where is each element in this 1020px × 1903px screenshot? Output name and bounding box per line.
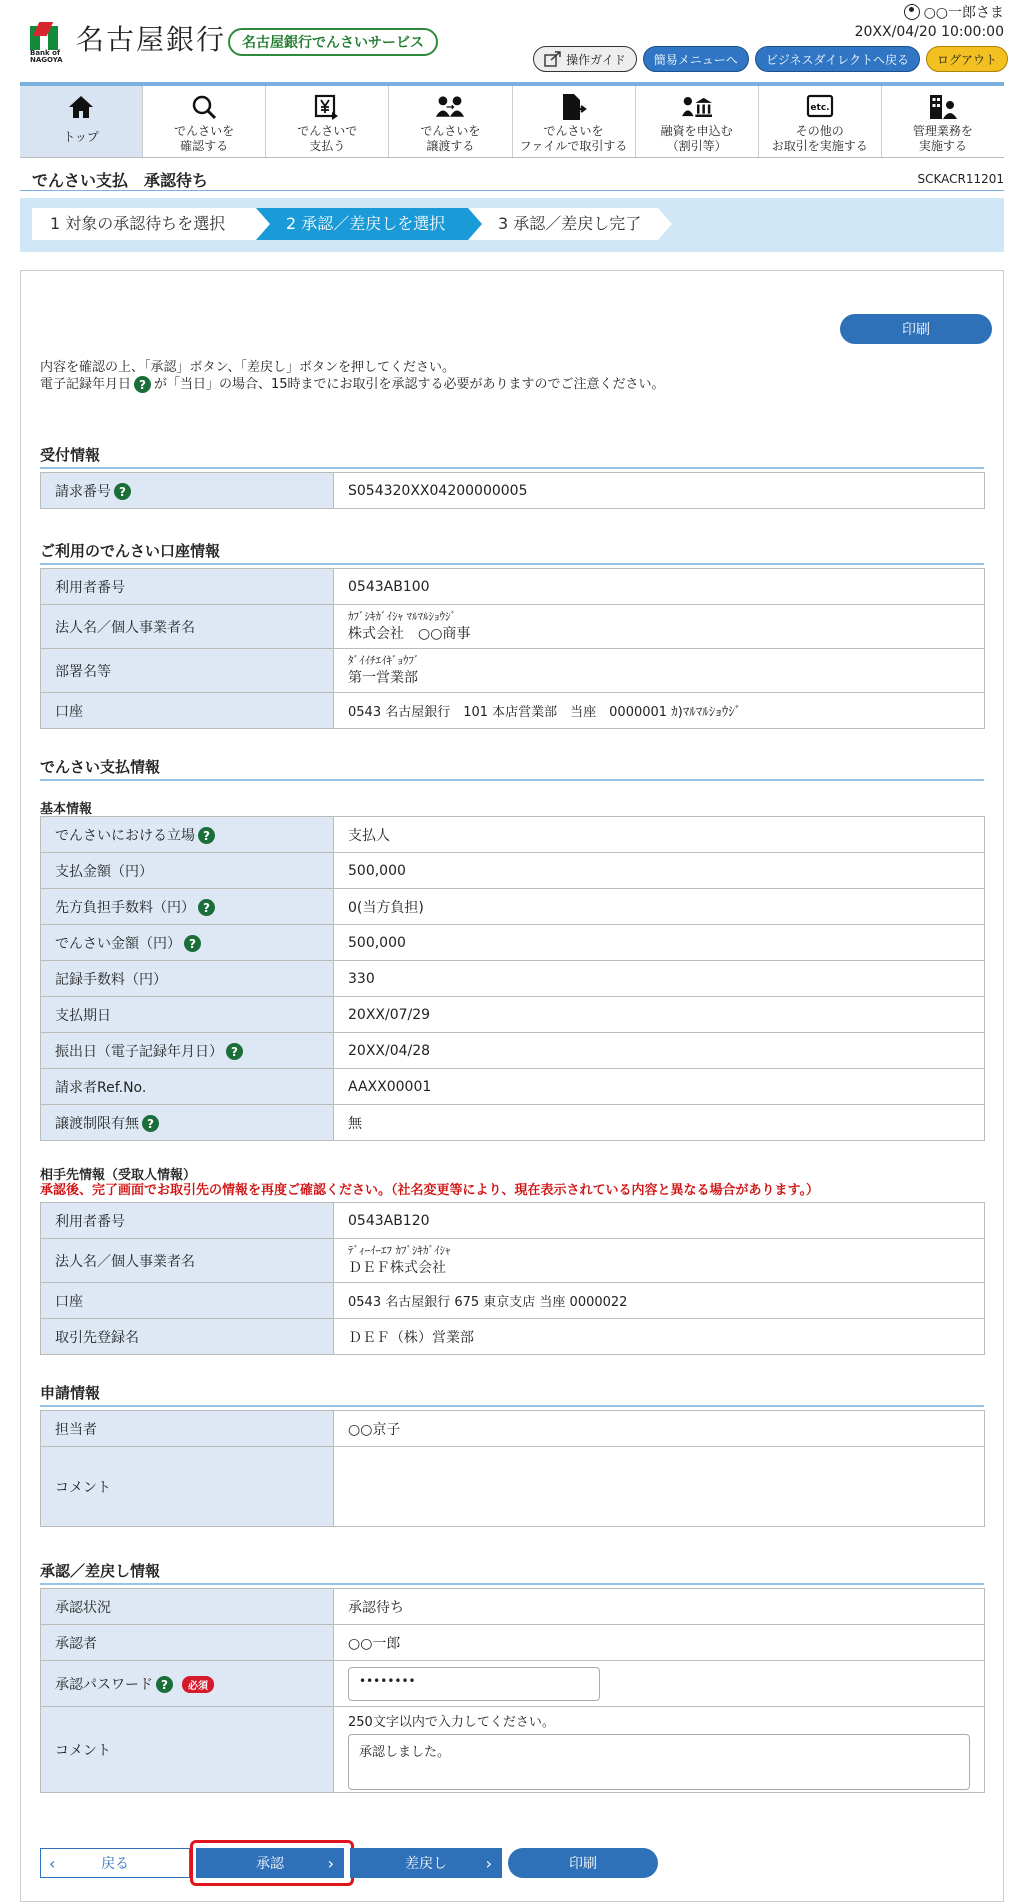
help-icon[interactable]: ? — [226, 1043, 243, 1060]
nav-label: でんさいを — [174, 124, 235, 138]
field-label: でんさいにおける立場 ? — [41, 817, 334, 853]
section-application: 申請情報 — [40, 1382, 984, 1407]
field-label: 承認者 — [41, 1625, 334, 1661]
table-row — [41, 1319, 985, 1355]
step-3-arrow — [658, 208, 672, 240]
business-direct-button[interactable]: ビジネスダイレクトへ戻る — [755, 46, 920, 72]
header-buttons — [533, 46, 1008, 72]
department — [334, 649, 985, 693]
nav-label: 実施する — [918, 139, 967, 153]
field-label: 取引先登録名 — [41, 1319, 334, 1355]
field-label: 承認状況 — [41, 1589, 334, 1625]
global-nav — [20, 82, 1004, 158]
external-link-icon — [544, 51, 562, 67]
table-row — [41, 1411, 985, 1447]
approver: ○○一郎 — [334, 1625, 985, 1661]
approve-button-label: 承認 — [256, 1856, 284, 1872]
login-datetime: 20XX/04/20 10:00:00 — [854, 24, 1004, 40]
chevron-right-icon: › — [327, 1853, 334, 1873]
field-label: 担当者 — [41, 1411, 334, 1447]
field-value: 330 — [334, 961, 985, 997]
field-value: 支払人 — [334, 817, 985, 853]
company-kana: ｶﾌﾞｼｷｶﾞｲｼｬ ﾏﾙﾏﾙｼｮｳｼﾞ — [348, 610, 456, 623]
company-kanji: 株式会社 ○○商事 — [348, 626, 471, 642]
nav-label: 支払う — [309, 139, 346, 153]
instruction-label: 電子記録年月日 — [40, 377, 132, 392]
field-value: AAXX00001 — [334, 1069, 985, 1105]
field-label: 口座 — [41, 1283, 334, 1319]
company-name — [334, 605, 985, 649]
table-row — [41, 1203, 985, 1239]
user-icon — [904, 4, 920, 20]
logout-button[interactable]: ログアウト — [926, 46, 1008, 72]
file-icon — [559, 92, 589, 122]
table-row — [41, 649, 985, 693]
step-1: 1 対象の承認待ちを選択 — [32, 208, 270, 240]
approval-status: 承認待ち — [334, 1589, 985, 1625]
field-label: 利用者番号 — [41, 569, 334, 605]
table-row — [41, 693, 985, 729]
approval-table — [40, 1588, 985, 1793]
payment-table — [40, 816, 985, 1141]
field-label: 利用者番号 — [41, 1203, 334, 1239]
user-name: ○○一郎さま — [923, 5, 1004, 21]
partner-company-kana: ﾃﾞｨｰｲｰｴﾌ ｶﾌﾞｼｷｶﾞｲｼｬ — [348, 1244, 451, 1257]
section-reception: 受付情報 — [40, 444, 984, 469]
account-table — [40, 568, 985, 729]
nav-label: 融資を申込む — [660, 124, 733, 138]
partner-warning: 承認後、完了画面でお取引先の情報を再度ご確認ください。（社名変更等により、現在表示されている内容と異なる場合があります。） — [40, 1183, 819, 1198]
field-label: コメント — [41, 1447, 334, 1527]
title-divider — [20, 190, 1004, 191]
field-label: 支払期日 — [41, 997, 334, 1033]
nav-label: トップ — [63, 130, 99, 144]
approve-highlight — [190, 1840, 354, 1886]
nav-file[interactable] — [513, 86, 636, 157]
chevron-right-icon: › — [485, 1853, 492, 1873]
table-row — [41, 1033, 985, 1069]
table-row — [41, 1707, 985, 1793]
approval-password-input[interactable]: •••••••• — [348, 1667, 600, 1701]
field-label: 振出日（電子記録年月日） ? — [41, 1033, 334, 1069]
password-cell — [334, 1661, 985, 1707]
table-row — [41, 1447, 985, 1527]
account-info: 0543 名古屋銀行 101 本店営業部 当座 0000001 ｶ)ﾏﾙﾏﾙｼｮｳｼﾞ — [334, 693, 985, 729]
user-area — [855, 2, 1004, 40]
field-label: でんさい金額（円） ? — [41, 925, 334, 961]
help-icon[interactable]: ? — [134, 376, 151, 393]
table-row — [41, 817, 985, 853]
search-icon — [189, 92, 219, 122]
help-icon[interactable]: ? — [156, 1676, 173, 1693]
partner-account: 0543 名古屋銀行 675 東京支店 当座 0000022 — [334, 1283, 985, 1319]
home-icon — [66, 92, 96, 122]
table-row — [41, 925, 985, 961]
nav-label: 譲渡する — [426, 139, 475, 153]
bank-subname: Bank of NAGOYA — [30, 49, 63, 64]
step-2-arrow — [468, 208, 482, 240]
request-number: S054320XX04200000005 — [334, 473, 985, 509]
page-title: でんさい支払 承認待ち — [32, 171, 209, 190]
simple-menu-button[interactable]: 簡易メニューへ — [643, 46, 749, 72]
field-value: 無 — [334, 1105, 985, 1141]
screen-id: SCKACR11201 — [917, 172, 1004, 186]
comment-cell — [334, 1707, 985, 1793]
department-kanji: 第一営業部 — [348, 670, 418, 686]
step-indicator — [20, 198, 1004, 252]
nav-other[interactable] — [759, 86, 882, 157]
reception-table — [40, 472, 985, 509]
department-kana: ﾀﾞｲｲﾁｴｲｷﾞｮｳﾌﾞ — [348, 654, 420, 667]
chevron-left-icon: ‹ — [49, 1853, 56, 1873]
instruction-note: が「当日」の場合、15時までにお取引を承認する必要がありますのでご注意ください。 — [154, 377, 665, 392]
table-row — [41, 473, 985, 509]
table-row — [41, 997, 985, 1033]
comment-hint: 250文字以内で入力してください。 — [348, 1715, 555, 1730]
partner-user-number: 0543AB120 — [334, 1203, 985, 1239]
field-label: 承認パスワード ? 必須 — [41, 1661, 334, 1707]
print-button-top[interactable]: 印刷 — [840, 314, 992, 344]
field-label: 部署名等 — [41, 649, 334, 693]
section-approval: 承認／差戻し情報 — [40, 1560, 984, 1585]
required-badge: 必須 — [182, 1676, 214, 1693]
etc-icon — [805, 92, 835, 122]
nav-top[interactable] — [20, 86, 143, 157]
field-value: 20XX/07/29 — [334, 997, 985, 1033]
basic-info-title: 基本情報 — [40, 802, 93, 817]
svg-text:etc.: etc. — [810, 103, 830, 113]
help-icon[interactable]: ? — [184, 935, 201, 952]
instruction-text — [40, 360, 665, 393]
table-row — [41, 1589, 985, 1625]
field-value: 500,000 — [334, 853, 985, 889]
nav-label: でんさいを — [543, 124, 604, 138]
nav-pay[interactable] — [266, 86, 389, 157]
nav-label: 確認する — [180, 139, 229, 153]
people-icon — [435, 92, 465, 122]
nav-loan[interactable] — [636, 86, 759, 157]
field-label: コメント — [41, 1707, 334, 1793]
nav-label: でんさいを — [420, 124, 481, 138]
nav-label: （割引等） — [666, 139, 727, 153]
table-row — [41, 853, 985, 889]
nav-label: その他の — [795, 124, 844, 138]
section-payment: でんさい支払情報 — [40, 756, 984, 781]
instruction-line-2 — [40, 376, 665, 393]
field-value: 0(当方負担) — [334, 889, 985, 925]
table-row — [41, 889, 985, 925]
table-row — [41, 1069, 985, 1105]
field-label: 請求者Ref.No. — [41, 1069, 334, 1105]
nav-admin[interactable] — [882, 86, 1004, 157]
field-value: 20XX/04/28 — [334, 1033, 985, 1069]
field-label: 先方負担手数料（円） ? — [41, 889, 334, 925]
section-account: ご利用のでんさい口座情報 — [40, 540, 984, 565]
application-table — [40, 1410, 985, 1527]
field-label: 法人名／個人事業者名 — [41, 605, 334, 649]
admin-icon — [928, 92, 958, 122]
reject-button[interactable] — [350, 1848, 502, 1878]
table-row — [41, 569, 985, 605]
print-button-bottom[interactable]: 印刷 — [508, 1848, 658, 1878]
instruction-line-1: 内容を確認の上、「承認」ボタン、「差戻し」ボタンを押してください。 — [40, 360, 455, 375]
header — [0, 0, 1020, 82]
table-row — [41, 961, 985, 997]
partner-company-kanji: ＤＥＦ株式会社 — [348, 1260, 446, 1276]
partner-registered-name: ＤＥＦ（株）営業部 — [334, 1319, 985, 1355]
field-label: 法人名／個人事業者名 — [41, 1239, 334, 1283]
help-icon[interactable]: ? — [198, 827, 215, 844]
partner-company-name — [334, 1239, 985, 1283]
yen-icon — [312, 92, 342, 122]
help-icon[interactable]: ? — [142, 1115, 159, 1132]
table-row — [41, 1105, 985, 1141]
table-row — [41, 1283, 985, 1319]
nav-confirm[interactable] — [143, 86, 266, 157]
bank-icon — [682, 92, 712, 122]
nav-label: お取引を実施する — [771, 139, 868, 153]
back-button[interactable] — [40, 1848, 190, 1878]
field-label: 記録手数料（円） — [41, 961, 334, 997]
nav-label: ファイルで取引する — [519, 139, 628, 153]
table-row — [41, 1239, 985, 1283]
nav-label: でんさいで — [297, 124, 358, 138]
help-icon[interactable]: ? — [198, 899, 215, 916]
partner-table — [40, 1202, 985, 1355]
table-row — [41, 1625, 985, 1661]
field-label: 請求番号 ? — [41, 473, 334, 509]
field-label: 支払金額（円） — [41, 853, 334, 889]
help-icon[interactable]: ? — [114, 483, 131, 500]
bank-name: 名古屋銀行 — [76, 23, 227, 56]
field-label: 譲渡制限有無 ? — [41, 1105, 334, 1141]
user-number: 0543AB100 — [334, 569, 985, 605]
nav-label: 管理業務を — [912, 124, 973, 138]
table-row — [41, 605, 985, 649]
applicant: ○○京子 — [334, 1411, 985, 1447]
field-value: 500,000 — [334, 925, 985, 961]
guide-button-label: 操作ガイド — [566, 52, 626, 67]
guide-button[interactable] — [533, 46, 637, 72]
table-row — [41, 1661, 985, 1707]
nav-transfer[interactable] — [389, 86, 512, 157]
approval-comment-textarea[interactable]: 承認しました。 — [348, 1734, 970, 1790]
reject-button-label: 差戻し — [405, 1856, 447, 1872]
step-3: 3 承認／差戻し完了 — [468, 208, 658, 240]
step-2-current: 2 承認／差戻しを選択 — [256, 208, 468, 240]
service-name: 名古屋銀行でんさいサービス — [228, 28, 438, 56]
field-label: 口座 — [41, 693, 334, 729]
application-comment — [334, 1447, 985, 1527]
step-arrow — [256, 208, 270, 240]
back-button-label: 戻る — [101, 1856, 129, 1872]
partner-title: 相手先情報（受取人情報） — [40, 1168, 197, 1183]
